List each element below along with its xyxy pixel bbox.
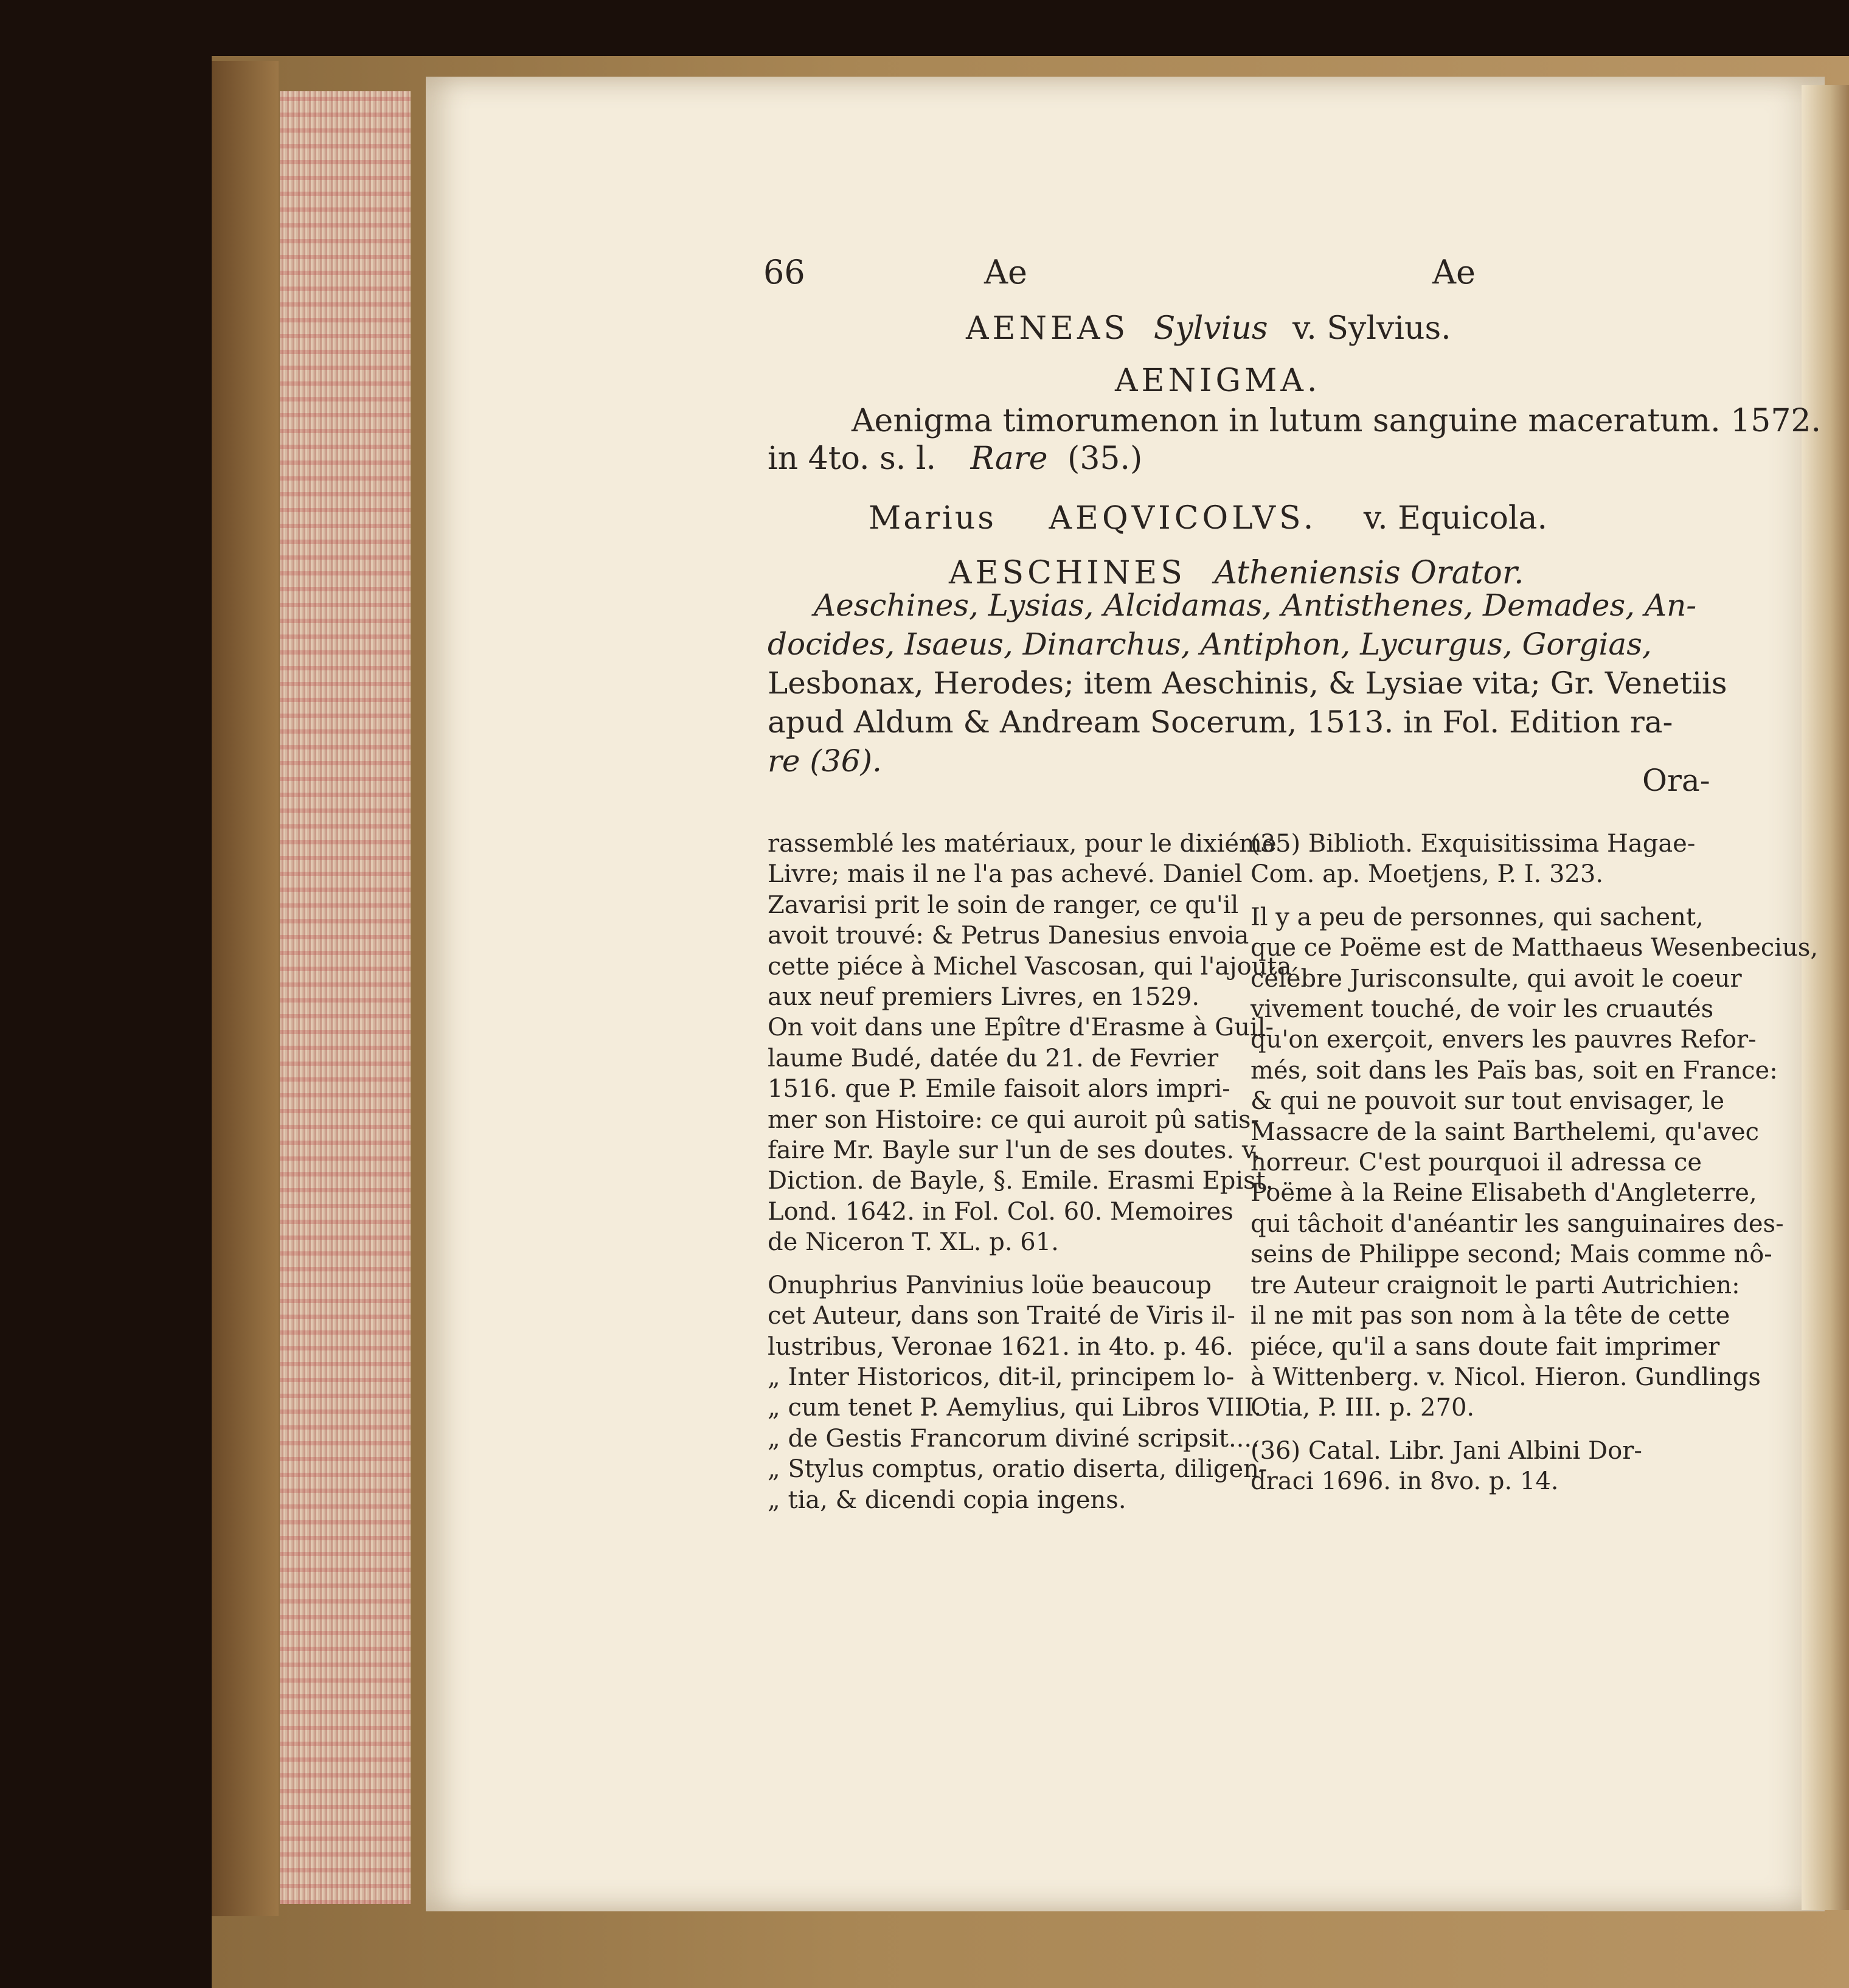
right-running-head: Ae bbox=[1432, 253, 1476, 291]
footnote-line: Massacre de la saint Barthelemi, qu'avec bbox=[1251, 1117, 1760, 1146]
footnote-line: (35) Biblioth. Exquisitissima Hagae- bbox=[1251, 830, 1696, 858]
footnote-line: Diction. de Bayle, §. Emile. Erasmi Epist. bbox=[768, 1167, 1274, 1195]
entry-aequicolus bbox=[869, 499, 1547, 538]
footnote-line: célébre Jurisconsulte, qui avoit le coeur bbox=[1251, 964, 1742, 993]
footnote-line: „ de Gestis Francorum diviné scripsit.... bbox=[768, 1424, 1260, 1453]
footnote-line: Onuphrius Panvinius loüe beaucoup bbox=[768, 1271, 1212, 1299]
footnote-line: que ce Poëme est de Matthaeus Wesenbecius, bbox=[1251, 934, 1819, 962]
footnotes-left-column bbox=[768, 829, 1291, 1515]
aenigma-rare: Rare bbox=[970, 440, 1048, 477]
entry-aeneas bbox=[966, 309, 1451, 348]
entry-ref: v. Equicola. bbox=[1363, 500, 1548, 537]
page-edges bbox=[280, 91, 411, 1904]
entry-aenigma-line1: Aenigma timorumenon in lutum sanguine maceratum. 1572. bbox=[852, 403, 1822, 439]
footnote-line bbox=[768, 1258, 1291, 1270]
footnote-line: aux neuf premiers Livres, en 1529. bbox=[768, 983, 1200, 1012]
aeschines-line: docides, Isaeus, Dinarchus, Antiphon, Lycurgus, Gorgias, bbox=[768, 627, 1652, 662]
footnote-line: vivement touché, de voir les cruautés bbox=[1251, 995, 1714, 1024]
aeschines-line: re (36). bbox=[768, 743, 882, 779]
footnote-line: Otia, P. III. p. 270. bbox=[1251, 1394, 1475, 1422]
footnote-line: On voit dans une Epître d'Erasme à Guil- bbox=[768, 1013, 1274, 1042]
footnote-line: avoit trouvé: & Petrus Danesius envoia bbox=[768, 922, 1249, 950]
footnote-line: (36) Catal. Libr. Jani Albini Dor- bbox=[1251, 1436, 1642, 1465]
footnotes-right-column bbox=[1251, 829, 1818, 1497]
footnote-line: tre Auteur craignoit le parti Autrichien: bbox=[1251, 1271, 1740, 1299]
footnote-line bbox=[1251, 890, 1818, 902]
aenigma-note-ref: (35.) bbox=[1067, 440, 1143, 477]
entry-ref: v. Sylvius. bbox=[1292, 310, 1451, 347]
catchword: Ora- bbox=[1642, 763, 1710, 798]
footnote-line: Com. ap. Moetjens, P. I. 323. bbox=[1251, 860, 1604, 889]
page-number: 66 bbox=[763, 253, 805, 291]
footnote-line bbox=[1251, 1423, 1818, 1436]
footnote-line: seins de Philippe second; Mais comme nô- bbox=[1251, 1240, 1772, 1269]
footnote-line: de Niceron T. XL. p. 61. bbox=[768, 1228, 1059, 1257]
entry-aenigma-line2 bbox=[768, 439, 1142, 478]
footnote-line: il ne mit pas son nom à la tête de cette bbox=[1251, 1302, 1730, 1330]
footnote-line: 1516. que P. Emile faisoit alors impri- bbox=[768, 1075, 1230, 1103]
footnote-line: rassemblé les matériaux, pour le dixiéme bbox=[768, 830, 1277, 858]
left-running-head: Ae bbox=[984, 253, 1027, 291]
footnote-line: draci 1696. in 8vo. p. 14. bbox=[1251, 1467, 1559, 1496]
footnote-line: cet Auteur, dans son Traité de Viris il- bbox=[768, 1302, 1235, 1330]
footnote-line: Poëme à la Reine Elisabeth d'Angleterre, bbox=[1251, 1179, 1757, 1208]
footnote-line: més, soit dans les Païs bas, soit en France: bbox=[1251, 1056, 1778, 1085]
cover-edge bbox=[212, 61, 279, 1916]
footnote-line: Livre; mais il ne l'a pas achevé. Daniel bbox=[768, 860, 1243, 889]
footnote-line: Il y a peu de personnes, qui sachent, bbox=[1251, 903, 1704, 931]
entry-name: AEQVICOLVS. bbox=[1049, 500, 1317, 537]
aeschines-line: Aeschines, Lysias, Alcidamas, Antisthenes, Demades, An- bbox=[814, 588, 1697, 623]
footnote-line: qu'on exerçoit, envers les pauvres Refor- bbox=[1251, 1026, 1757, 1054]
footnote-line: „ Stylus comptus, oratio diserta, diligen- bbox=[768, 1455, 1268, 1484]
aeschines-line: apud Aldum & Andream Socerum, 1513. in Fol. Edition ra- bbox=[768, 704, 1673, 740]
footnote-line: Zavarisi prit le soin de ranger, ce qu'il bbox=[768, 891, 1239, 919]
entry-prefix: Marius bbox=[869, 500, 996, 537]
entry-subtitle: Atheniensis Orator. bbox=[1214, 555, 1524, 591]
entry-italic: Sylvius bbox=[1153, 310, 1268, 347]
footnote-line: piéce, qu'il a sans doute fait imprimer bbox=[1251, 1332, 1720, 1361]
footnote-line: horreur. C'est pourquoi il adressa ce bbox=[1251, 1149, 1702, 1177]
footnote-line: „ tia, & dicendi copia ingens. bbox=[768, 1486, 1126, 1514]
footnote-line: „ Inter Historicos, dit-il, principem lo- bbox=[768, 1363, 1235, 1391]
aenigma-format: in 4to. s. l. bbox=[768, 440, 936, 477]
footnote-line: cette piéce à Michel Vascosan, qui l'ajouta bbox=[768, 952, 1292, 981]
footnote-line: faire Mr. Bayle sur l'un de ses doutes. v. bbox=[768, 1136, 1261, 1165]
entry-name: AENEAS bbox=[966, 310, 1129, 347]
entry-heading-aenigma: AENIGMA. bbox=[1115, 363, 1321, 399]
footnote-line: laume Budé, datée du 21. de Fevrier bbox=[768, 1044, 1219, 1072]
entry-name: AESCHINES bbox=[949, 555, 1186, 591]
footnote-line: qui tâchoit d'anéantir les sanguinaires des- bbox=[1251, 1209, 1784, 1238]
footnote-line: & qui ne pouvoit sur tout envisager, le bbox=[1251, 1087, 1724, 1116]
footnote-line: mer son Histoire: ce qui auroit pû satis- bbox=[768, 1105, 1260, 1134]
footnote-line: Lond. 1642. in Fol. Col. 60. Memoires bbox=[768, 1197, 1233, 1226]
footnote-line: „ cum tenet P. Aemylius, qui Libros VIII. bbox=[768, 1394, 1262, 1422]
aeschines-line: Lesbonax, Herodes; item Aeschinis, & Lysiae vita; Gr. Venetiis bbox=[768, 666, 1727, 701]
footnote-line: lustribus, Veronae 1621. in 4to. p. 46. bbox=[768, 1332, 1233, 1361]
footnote-line: à Wittenberg. v. Nicol. Hieron. Gundlings bbox=[1251, 1363, 1761, 1391]
